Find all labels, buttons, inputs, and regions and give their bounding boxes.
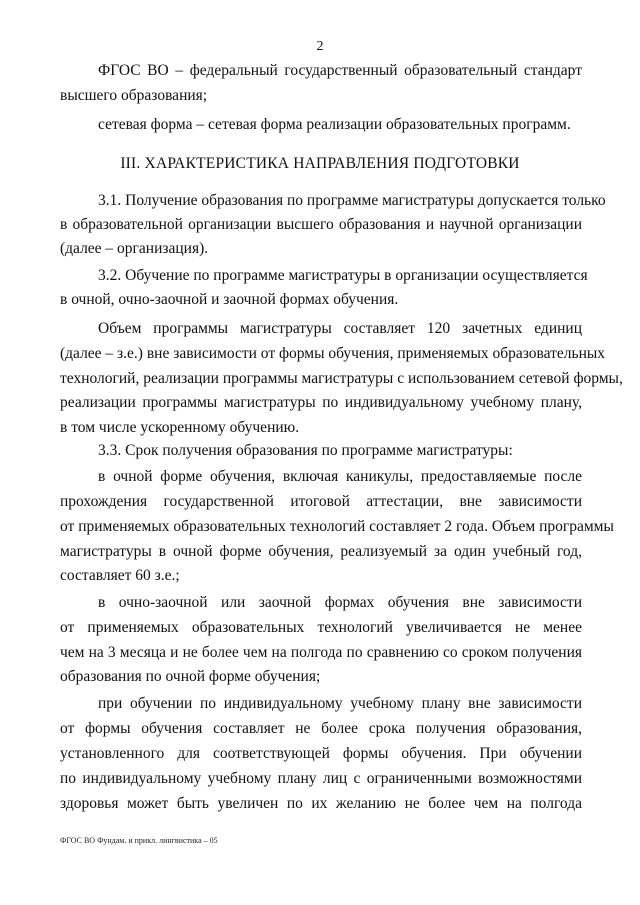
page-number: 2 <box>316 39 324 54</box>
paragraph-line: высшего образования; <box>60 87 208 104</box>
paragraph-line: ФГОС ВО – федеральный государственный образовательный стандарт <box>98 62 582 79</box>
paragraph-line: 3.2. Обучение по программе магистратуры в организации осуществляется <box>98 267 588 284</box>
paragraph-line: от формы обучения составляет не более срока получения образования, <box>60 720 582 737</box>
paragraph-line: в очной форме обучения, включая каникулы, предоставляемые после <box>98 468 582 485</box>
paragraph-line: в очной, очно-заочной и заочной формах обучения. <box>60 291 399 308</box>
paragraph-line: Объем программы магистратуры составляет 120 зачетных единиц <box>98 320 582 337</box>
paragraph-line: чем на 3 месяца и не более чем на полгода по сравнению со сроком получения <box>60 644 582 661</box>
paragraph-line: в том числе ускоренному обучению. <box>60 419 300 436</box>
paragraph-line: по индивидуальному учебному плану лиц с ограниченными возможностями <box>60 770 582 787</box>
paragraph-line: образования по очной форме обучения; <box>60 668 321 685</box>
paragraph-line: в очно-заочной или заочной формах обучения вне зависимости <box>98 594 582 611</box>
paragraph-line: сетевая форма – сетевая форма реализации образовательных программ. <box>98 116 571 133</box>
paragraph-line: 3.3. Срок получения образования по программе магистратуры: <box>98 442 513 459</box>
paragraph-line: прохождения государственной итоговой аттестации, вне зависимости <box>60 493 582 510</box>
paragraph-line: (далее – з.е.) вне зависимости от формы обучения, применяемых образовательных <box>60 345 606 362</box>
paragraph-line: реализации программы магистратуры по индивидуальному учебному плану, <box>60 394 582 411</box>
page-footer: ФГОС ВО Фундам. и прикл. лингвистика – 05 <box>60 836 218 845</box>
paragraph-line: 3.1. Получение образования по программе магистратуры допускается только <box>98 192 606 209</box>
paragraph-line: при обучении по индивидуальному учебному плану вне зависимости <box>98 695 582 712</box>
paragraph-line: магистратуры в очной форме обучения, реализуемый за один учебный год, <box>60 543 582 560</box>
paragraph-line: (далее – организация). <box>60 240 209 257</box>
section-heading: III. ХАРАКТЕРИСТИКА НАПРАВЛЕНИЯ ПОДГОТОВКИ <box>120 155 520 172</box>
paragraph-line: в образовательной организации высшего образования и научной организации <box>60 216 582 233</box>
paragraph-line: здоровья может быть увеличен по их желанию не более чем на полгода <box>60 795 582 812</box>
paragraph-line: от применяемых образовательных технологий составляет 2 года. Объем программы <box>60 518 614 535</box>
paragraph-line: установленного для соответствующей формы обучения. При обучении <box>60 745 582 762</box>
paragraph-line: технологий, реализации программы магистратуры с использованием сетевой формы, <box>60 370 623 387</box>
paragraph-line: от применяемых образовательных технологий увеличивается не менее <box>60 619 582 636</box>
paragraph-line: составляет 60 з.е.; <box>60 567 180 584</box>
